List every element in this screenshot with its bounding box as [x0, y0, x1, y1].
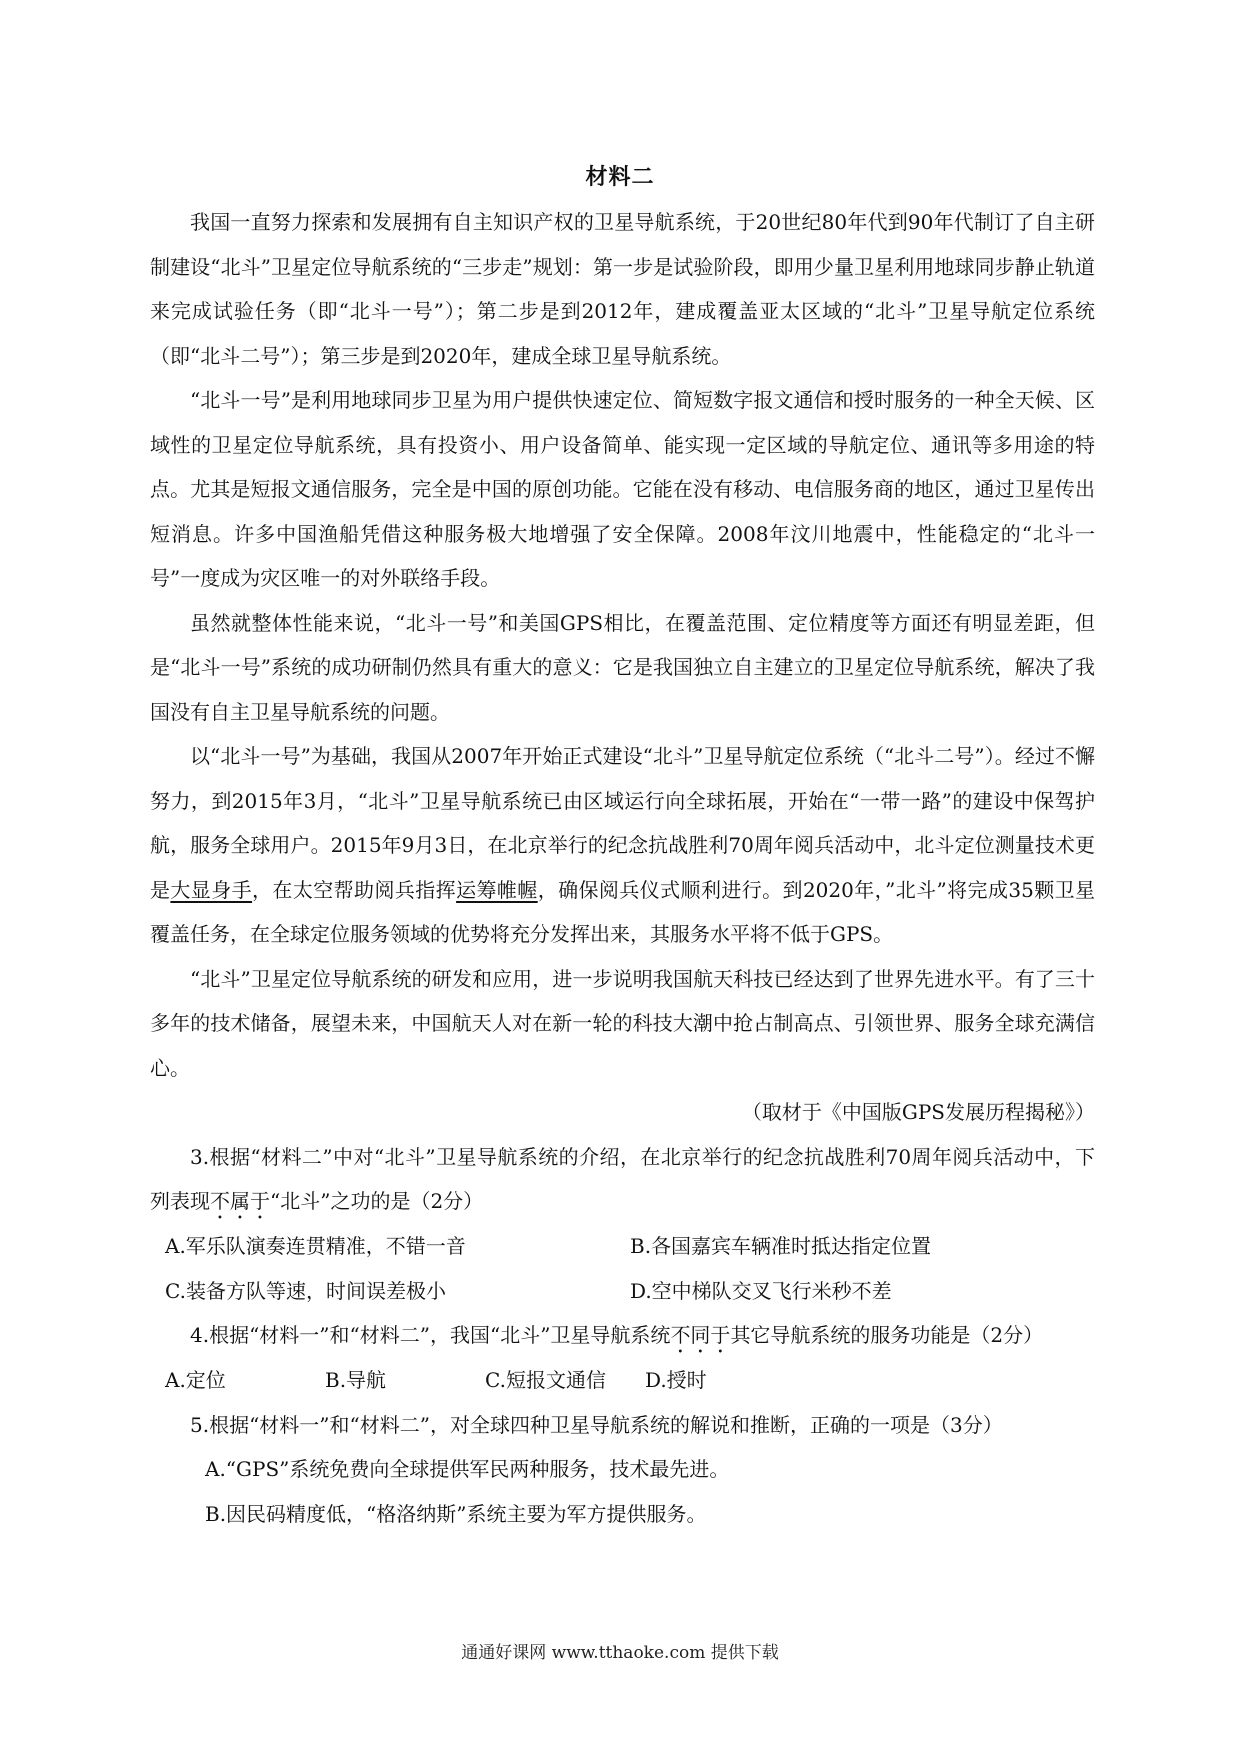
underlined-phrase-2: 运筹帷幄: [456, 877, 538, 902]
paragraph-5: “北斗”卫星定位导航系统的研发和应用，进一步说明我国航天科技已经达到了世界先进水平。有了三十多年的技术储备，展望未来，中国航天人对在新一轮的科技大潮中抢占制高点、引领世界、服务全球充满信心。: [150, 966, 1095, 1080]
section-title: 材料二: [585, 164, 655, 190]
question-4-option-a: A.定位: [165, 1368, 226, 1392]
question-3-options-row-2: [150, 1269, 1095, 1314]
paragraph-2: “北斗一号”是利用地球同步卫星为用户提供快速定位、简短数字报文通信和授时服务的一种全天候、区域性的卫星定位导航系统，具有投资小、用户设备简单、能实现一定区域的导航定位、通讯等多用途的特点。尤其是短报文通信服务，完全是中国的原创功能。它能在没有移动、电信服务商的地区，通过卫星传出短消息。许多中国渔船凭借这种服务极大地增强了安全保障。2008年汶川地震中，性能稳定的“北斗一号”一度成为灾区唯一的对外联络手段。: [150, 388, 1095, 590]
question-3-stem-b: “北斗”之功的是（2分）: [270, 1189, 484, 1213]
question-4-option-d: D.授时: [645, 1368, 707, 1392]
source-citation: （取材于《中国版GPS发展历程揭秘》）: [741, 1100, 1095, 1124]
question-3-option-c: C.装备方队等速，时间误差极小: [165, 1278, 446, 1303]
question-5-stem: 5.根据“材料一”和“材料二”，对全球四种卫星导航系统的解说和推断，正确的一项是（3分）: [190, 1412, 1003, 1437]
question-3-stem-a: 3.根据“材料二”中对“北斗”卫星导航系统的介绍，在北京举行的纪念抗战胜利70周年阅兵活动中，下列表现: [150, 1144, 1095, 1213]
question-5-option-b: B.因民码精度低，“格洛纳斯”系统主要为军方提供服务。: [205, 1501, 707, 1526]
question-4-stem: [150, 1313, 1095, 1358]
question-3-options-row-1: [150, 1224, 1095, 1269]
underlined-phrase-1: 大显身手: [170, 877, 253, 902]
question-4-option-b: B.导航: [325, 1368, 387, 1392]
question-4-stem-b: 其它导航系统的服务功能是（2分）: [730, 1323, 1044, 1347]
paragraph-4-part-c: ，确保阅兵仪式顺利进行。到2020年，”北斗”将完成35颗卫星覆盖任务，在全球定位服务领域的优势将充分发挥出来，其服务水平将不低于GPS。: [150, 877, 1096, 946]
question-3-option-a: A.军乐队演奏连贯精准，不错一音: [165, 1234, 466, 1258]
footer-download-note: 通通好课网 www.tthaoke.com 提供下载: [461, 1643, 779, 1663]
paragraph-1: 我国一直努力探索和发展拥有自主知识产权的卫星导航系统，于20世纪80年代到90年代制订了自主研制建设“北斗”卫星定位导航系统的“三步走”规划：第一步是试验阶段，即用少量卫星利用地球同步静止轨道来完成试验任务（即“北斗一号”）；第二步是到2012年，建成覆盖亚太区域的“北斗”卫星导航定位系统（即“北斗二号”）；第三步是到2020年，建成全球卫星导航系统。: [150, 210, 1095, 368]
question-4-stem-a: 4.根据“材料一”和“材料二”，我国“北斗”卫星导航系统: [190, 1323, 671, 1347]
paragraph-4-part-b: ，在太空帮助阅兵指挥: [252, 877, 457, 902]
question-4-option-c: C.短报文通信: [485, 1368, 606, 1392]
document-body: [150, 200, 1095, 1536]
paragraph-4: [150, 734, 1095, 957]
question-4-emphasis: 不同于: [670, 1323, 731, 1347]
question-3-option-b: B.各国嘉宾车辆准时抵达指定位置: [630, 1234, 932, 1258]
paragraph-3: 虽然就整体性能来说，“北斗一号”和美国GPS相比，在覆盖范围、定位精度等方面还有明显差距，但是“北斗一号”系统的成功研制仍然具有重大的意义：它是我国独立自主建立的卫星定位导航系统，解决了我国没有自主卫星导航系统的问题。: [150, 610, 1095, 724]
paragraph-4-part-a: 以“北斗一号”为基础，我国从2007年开始正式建设“北斗”卫星导航定位系统（“北斗二号”）。经过不懈努力，到2015年3月，“北斗”卫星导航系统已由区域运行向全球拓展，开始在“一带一路”的建设中保驾护航，服务全球用户。2015年9月3日，在北京举行的纪念抗战胜利70周年阅兵活动中，北斗定位测量技术更是: [150, 744, 1095, 902]
question-3-stem: [150, 1135, 1095, 1225]
question-4-options: [150, 1358, 1095, 1403]
question-5-option-a: A.“GPS”系统免费向全球提供军民两种服务，技术最先进。: [205, 1457, 730, 1481]
question-3-option-d: D.空中梯队交叉飞行米秒不差: [630, 1278, 892, 1303]
question-3-emphasis: 不属于: [210, 1189, 270, 1213]
